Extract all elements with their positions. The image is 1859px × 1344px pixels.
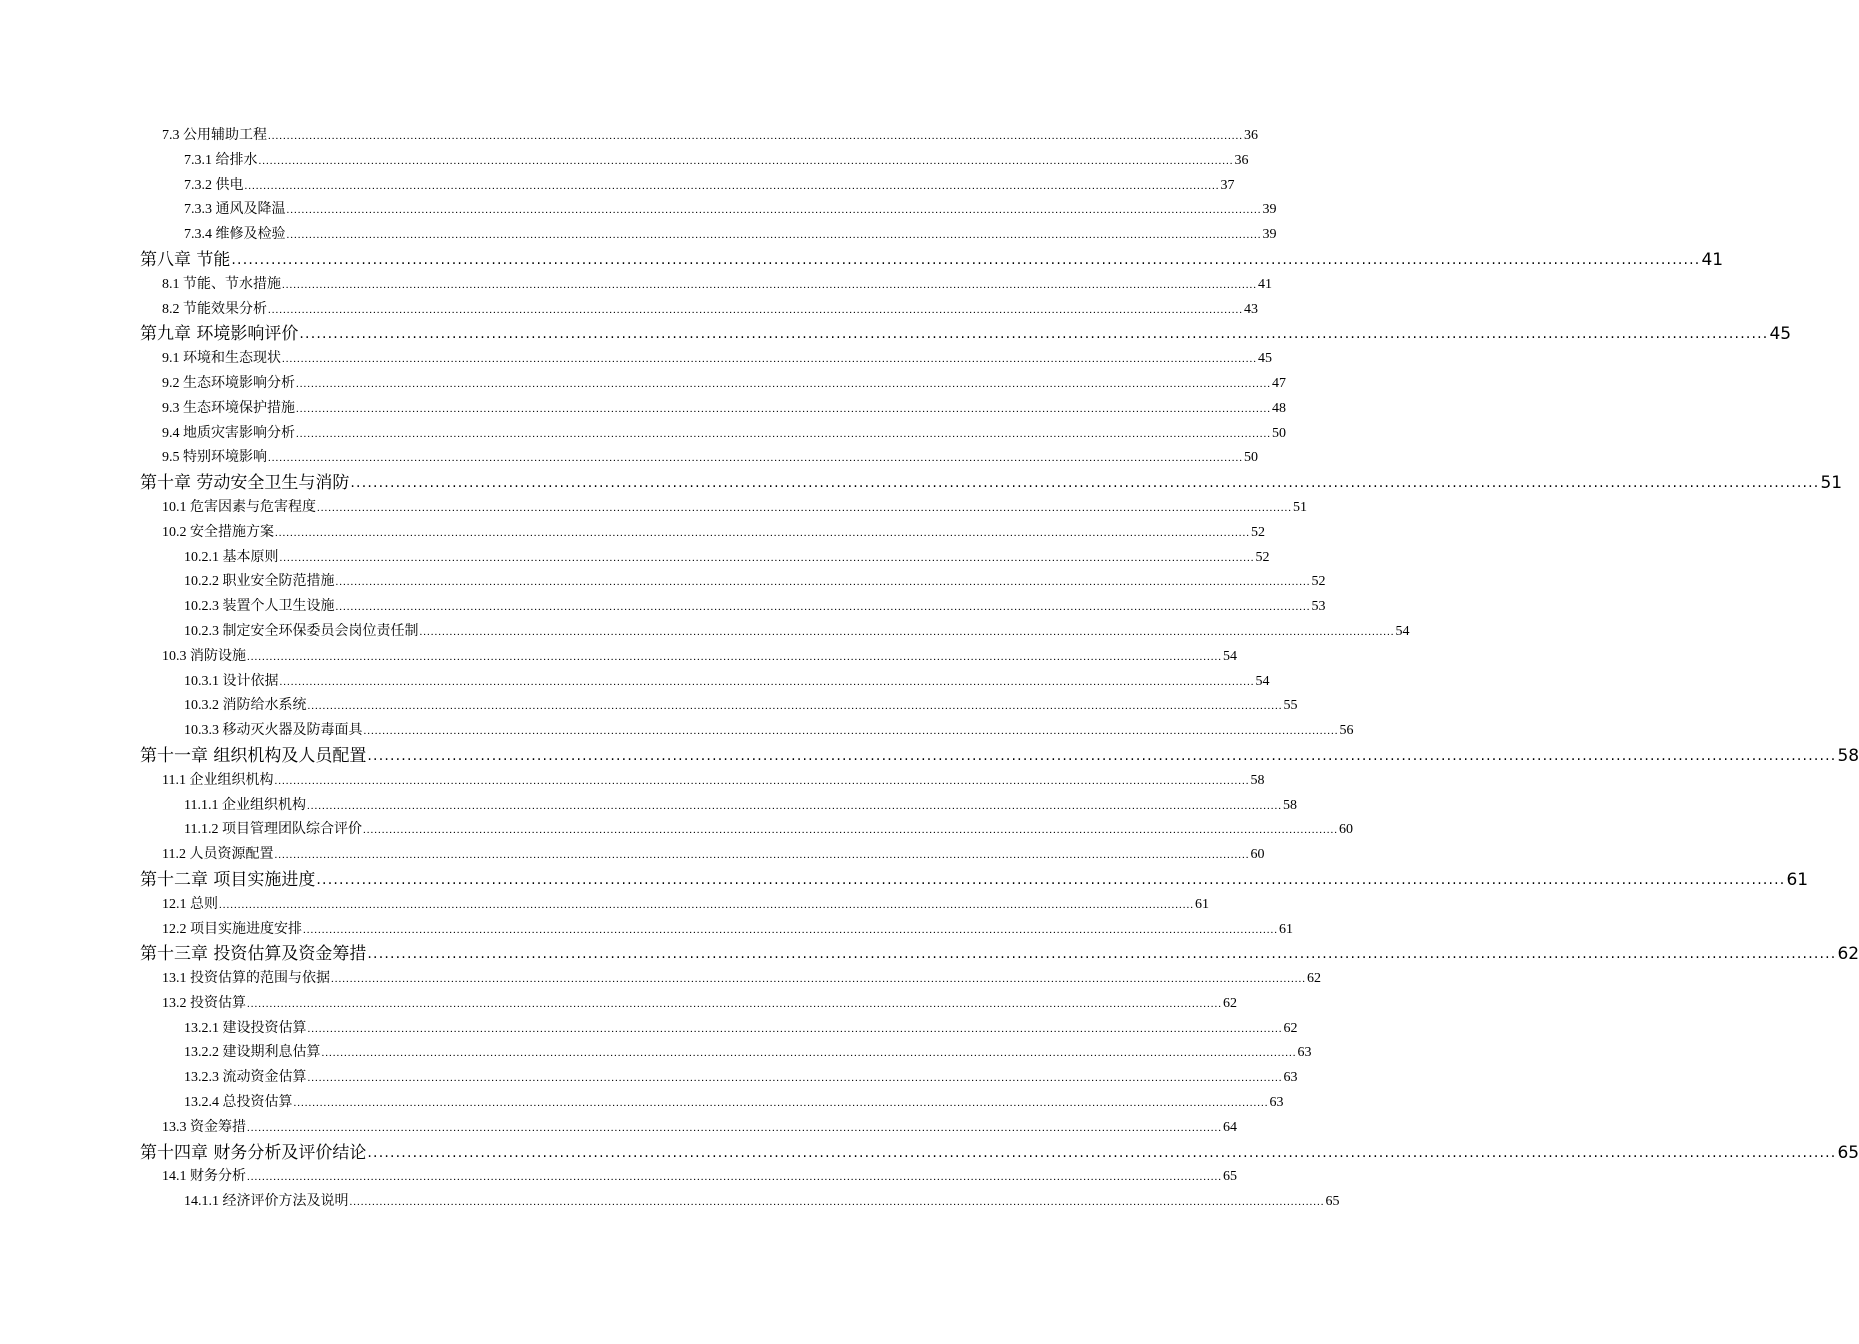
toc-subsection-entry[interactable] bbox=[140, 1091, 1284, 1116]
toc-section-entry[interactable] bbox=[140, 918, 1293, 943]
dot-leader: .................................................................................................................................................................................................................................................................... bbox=[282, 278, 1257, 291]
dot-leader: .................................................................................................................................................................................................................................................................... bbox=[247, 650, 1222, 663]
toc-entry-title: 10.3.1 设计依据 bbox=[184, 673, 279, 689]
toc-entry-title: 9.5 特别环境影响 bbox=[162, 450, 267, 466]
dot-leader: .................................................................................................................................................................................................................................................................... bbox=[335, 601, 1311, 614]
toc-page-number: 52 bbox=[1255, 549, 1270, 565]
dot-leader: .................................................................................................................................................................................................................................................................... bbox=[268, 303, 1243, 316]
toc-page-number: 65 bbox=[1837, 1142, 1859, 1163]
toc-entry-title: 第九章 环境影响评价 bbox=[140, 324, 299, 345]
toc-entry-title: 7.3.3 通风及降温 bbox=[184, 202, 286, 218]
dot-leader: .................................................................................................................................................................................................................................................................... bbox=[268, 452, 1243, 465]
toc-page-number: 50 bbox=[1244, 450, 1258, 466]
toc-page-number: 36 bbox=[1234, 152, 1249, 168]
toc-page-number: 60 bbox=[1338, 822, 1353, 838]
dot-leader: .................................................................................................................................................................................................................................................................... bbox=[247, 997, 1222, 1010]
toc-page-number: 65 bbox=[1325, 1194, 1340, 1210]
toc-subsection-entry[interactable] bbox=[140, 223, 1277, 248]
toc-entry-title: 10.2.1 基本原则 bbox=[184, 549, 279, 565]
dot-leader: .................................................................................................................................................................................................................................................................... bbox=[286, 229, 1262, 242]
dot-leader: .................................................................................................................................................................................................................................................................... bbox=[307, 700, 1283, 713]
toc-subsection-entry[interactable] bbox=[140, 620, 1410, 645]
toc-section-entry[interactable] bbox=[140, 843, 1265, 868]
toc-subsection-entry[interactable] bbox=[140, 694, 1298, 719]
toc-page-number: 60 bbox=[1250, 847, 1265, 863]
dot-leader: .................................................................................................................................................................................................................................................................... bbox=[363, 725, 1339, 738]
toc-entry-title: 第十三章 投资估算及资金筹措 bbox=[140, 944, 367, 965]
toc-page-number: 52 bbox=[1311, 574, 1326, 590]
dot-leader: .................................................................................................................................................................................................................................................................... bbox=[316, 871, 1786, 888]
toc-page-number: 61 bbox=[1195, 896, 1209, 912]
toc-entry-title: 11.1.2 项目管理团队综合评价 bbox=[184, 822, 362, 838]
toc-section-entry[interactable] bbox=[140, 645, 1237, 670]
toc-entry-title: 10.1 危害因素与危害程度 bbox=[162, 499, 316, 515]
dot-leader: .................................................................................................................................................................................................................................................................... bbox=[331, 973, 1306, 986]
toc-section-entry[interactable] bbox=[140, 967, 1321, 992]
dot-leader: .................................................................................................................................................................................................................................................................... bbox=[321, 1047, 1297, 1060]
toc-page-number: 65 bbox=[1223, 1169, 1237, 1185]
toc-page-number: 63 bbox=[1269, 1095, 1284, 1111]
toc-entry-title: 9.4 地质灾害影响分析 bbox=[162, 425, 295, 441]
toc-entry-title: 7.3 公用辅助工程 bbox=[162, 128, 267, 143]
toc-entry-title: 第十章 劳动安全卫生与消防 bbox=[140, 473, 350, 494]
toc-subsection-entry[interactable] bbox=[140, 1017, 1298, 1042]
toc-page-number: 61 bbox=[1279, 921, 1293, 937]
toc-section-entry[interactable] bbox=[140, 446, 1258, 471]
toc-chapter-entry[interactable] bbox=[140, 868, 1809, 893]
toc-page-number: 47 bbox=[1272, 375, 1286, 391]
toc-entry-title: 13.3 资金筹措 bbox=[162, 1119, 246, 1135]
toc-entry-title: 10.3.2 消防给水系统 bbox=[184, 698, 307, 714]
toc-entry-title: 8.1 节能、节水措施 bbox=[162, 276, 281, 292]
toc-subsection-entry[interactable] bbox=[140, 149, 1249, 174]
toc-entry-title: 10.2.3 装置个人卫生设施 bbox=[184, 599, 335, 615]
dot-leader: .................................................................................................................................................................................................................................................................... bbox=[299, 326, 1769, 343]
toc-chapter-entry[interactable] bbox=[140, 248, 1724, 273]
toc-page-number: 58 bbox=[1282, 797, 1297, 813]
dot-leader: .................................................................................................................................................................................................................................................................... bbox=[349, 1196, 1325, 1209]
toc-entry-title: 13.2.2 建设期利息估算 bbox=[184, 1045, 321, 1061]
toc-section-entry[interactable] bbox=[140, 521, 1265, 546]
toc-page-number: 41 bbox=[1258, 276, 1272, 292]
toc-entry-title: 第十二章 项目实施进度 bbox=[140, 869, 316, 890]
toc-section-entry[interactable] bbox=[140, 422, 1286, 447]
toc-page-number: 54 bbox=[1395, 623, 1410, 639]
toc-section-entry[interactable] bbox=[140, 992, 1237, 1017]
dot-leader: .................................................................................................................................................................................................................................................................... bbox=[296, 427, 1271, 440]
toc-page-number: 50 bbox=[1272, 425, 1286, 441]
toc-entry-title: 9.3 生态环境保护措施 bbox=[162, 400, 295, 416]
toc-page-number: 56 bbox=[1339, 723, 1354, 739]
toc-subsection-entry[interactable] bbox=[140, 1066, 1298, 1091]
toc-page-number: 45 bbox=[1258, 351, 1272, 367]
table-of-contents bbox=[140, 124, 1859, 1215]
toc-entry-title: 14.1.1 经济评价方法及说明 bbox=[184, 1194, 349, 1210]
dot-leader: .................................................................................................................................................................................................................................................................... bbox=[306, 799, 1282, 812]
dot-leader: .................................................................................................................................................................................................................................................................... bbox=[367, 1144, 1837, 1161]
toc-entry-title: 8.2 节能效果分析 bbox=[162, 301, 267, 317]
dot-leader: .................................................................................................................................................................................................................................................................... bbox=[419, 625, 1395, 638]
toc-section-entry[interactable] bbox=[140, 496, 1307, 521]
dot-leader: .................................................................................................................................................................................................................................................................... bbox=[247, 1121, 1222, 1134]
toc-section-entry[interactable] bbox=[140, 1165, 1237, 1190]
toc-chapter-entry[interactable] bbox=[140, 942, 1859, 967]
toc-page-number: 51 bbox=[1293, 499, 1307, 515]
toc-entry-title: 第八章 节能 bbox=[140, 249, 231, 270]
toc-page-number: 43 bbox=[1244, 301, 1258, 317]
toc-chapter-entry[interactable] bbox=[140, 744, 1859, 769]
toc-subsection-entry[interactable] bbox=[140, 570, 1326, 595]
toc-page-number: 54 bbox=[1255, 673, 1270, 689]
dot-leader: .................................................................................................................................................................................................................................................................... bbox=[258, 154, 1234, 167]
dot-leader: .................................................................................................................................................................................................................................................................... bbox=[282, 353, 1257, 366]
toc-chapter-entry[interactable] bbox=[140, 1141, 1859, 1166]
toc-entry-title: 第十一章 组织机构及人员配置 bbox=[140, 745, 367, 766]
toc-subsection-entry[interactable] bbox=[140, 1190, 1340, 1215]
toc-entry-title: 10.2.3 制定安全环保委员会岗位责任制 bbox=[184, 623, 419, 639]
toc-page-number: 51 bbox=[1820, 473, 1843, 494]
toc-entry-title: 14.1 财务分析 bbox=[162, 1169, 246, 1185]
toc-entry-title: 12.2 项目实施进度安排 bbox=[162, 921, 302, 937]
toc-page-number: 61 bbox=[1786, 869, 1809, 890]
toc-page-number: 64 bbox=[1223, 1119, 1237, 1135]
toc-section-entry[interactable] bbox=[140, 347, 1272, 372]
dot-leader: .................................................................................................................................................................................................................................................................... bbox=[268, 130, 1243, 142]
dot-leader: .................................................................................................................................................................................................................................................................... bbox=[367, 747, 1837, 764]
dot-leader: .................................................................................................................................................................................................................................................................... bbox=[303, 923, 1278, 936]
toc-entry-title: 7.3.1 给排水 bbox=[184, 152, 258, 168]
toc-section-entry[interactable] bbox=[140, 769, 1265, 794]
dot-leader: .................................................................................................................................................................................................................................................................... bbox=[279, 551, 1255, 564]
dot-leader: .................................................................................................................................................................................................................................................................... bbox=[247, 1171, 1222, 1184]
toc-entry-title: 10.2.2 职业安全防范措施 bbox=[184, 574, 335, 590]
toc-entry-title: 第十四章 财务分析及评价结论 bbox=[140, 1142, 367, 1163]
toc-entry-title: 10.3 消防设施 bbox=[162, 648, 246, 664]
dot-leader: .................................................................................................................................................................................................................................................................... bbox=[307, 1022, 1283, 1035]
toc-page-number: 45 bbox=[1769, 324, 1792, 345]
toc-entry-title: 13.2 投资估算 bbox=[162, 995, 246, 1011]
toc-page-number: 58 bbox=[1250, 772, 1265, 788]
dot-leader: .................................................................................................................................................................................................................................................................... bbox=[293, 1097, 1269, 1110]
toc-entry-title: 11.1 企业组织机构 bbox=[162, 772, 274, 788]
toc-page-number: 36 bbox=[1244, 128, 1258, 143]
toc-subsection-entry[interactable] bbox=[140, 1041, 1312, 1066]
toc-section-entry[interactable] bbox=[140, 273, 1272, 298]
toc-entry-title: 13.2.1 建设投资估算 bbox=[184, 1020, 307, 1036]
toc-page-number: 37 bbox=[1220, 177, 1235, 193]
dot-leader: .................................................................................................................................................................................................................................................................... bbox=[286, 204, 1262, 217]
toc-page-number: 55 bbox=[1283, 698, 1298, 714]
dot-leader: .................................................................................................................................................................................................................................................................... bbox=[350, 475, 1820, 492]
toc-chapter-entry[interactable] bbox=[140, 471, 1843, 496]
dot-leader: .................................................................................................................................................................................................................................................................... bbox=[367, 946, 1837, 963]
toc-subsection-entry[interactable] bbox=[140, 719, 1354, 744]
toc-entry-title: 13.2.4 总投资估算 bbox=[184, 1095, 293, 1111]
toc-entry-title: 7.3.4 维修及检验 bbox=[184, 227, 286, 243]
dot-leader: .................................................................................................................................................................................................................................................................... bbox=[335, 576, 1311, 589]
toc-page-number: 62 bbox=[1307, 971, 1321, 987]
dot-leader: .................................................................................................................................................................................................................................................................... bbox=[362, 824, 1338, 837]
toc-page-number: 52 bbox=[1251, 524, 1265, 540]
toc-subsection-entry[interactable] bbox=[140, 198, 1277, 223]
toc-entry-title: 12.1 总则 bbox=[162, 896, 218, 912]
toc-entry-title: 13.1 投资估算的范围与依据 bbox=[162, 971, 330, 987]
toc-entry-title: 9.1 环境和生态现状 bbox=[162, 351, 281, 367]
dot-leader: .................................................................................................................................................................................................................................................................... bbox=[296, 402, 1271, 415]
dot-leader: .................................................................................................................................................................................................................................................................... bbox=[274, 849, 1250, 862]
toc-entry-title: 11.2 人员资源配置 bbox=[162, 847, 274, 863]
toc-subsection-entry[interactable] bbox=[140, 818, 1353, 843]
toc-subsection-entry[interactable] bbox=[140, 174, 1235, 199]
toc-page-number: 39 bbox=[1262, 202, 1277, 218]
dot-leader: .................................................................................................................................................................................................................................................................... bbox=[219, 898, 1194, 911]
toc-entry-title: 11.1.1 企业组织机构 bbox=[184, 797, 306, 813]
dot-leader: .................................................................................................................................................................................................................................................................... bbox=[274, 774, 1250, 787]
toc-subsection-entry[interactable] bbox=[140, 546, 1270, 571]
toc-page-number: 54 bbox=[1223, 648, 1237, 664]
toc-entry-title: 7.3.2 供电 bbox=[184, 177, 244, 193]
toc-subsection-entry[interactable] bbox=[140, 794, 1297, 819]
toc-page-number: 62 bbox=[1837, 944, 1859, 965]
toc-section-entry[interactable] bbox=[140, 298, 1258, 323]
dot-leader: .................................................................................................................................................................................................................................................................... bbox=[279, 675, 1255, 688]
toc-section-entry[interactable] bbox=[140, 372, 1286, 397]
toc-entry-title: 9.2 生态环境影响分析 bbox=[162, 375, 295, 391]
dot-leader: .................................................................................................................................................................................................................................................................... bbox=[275, 526, 1250, 539]
dot-leader: .................................................................................................................................................................................................................................................................... bbox=[317, 501, 1292, 514]
toc-page-number: 62 bbox=[1223, 995, 1237, 1011]
toc-entry-title: 10.3.3 移动灭火器及防毒面具 bbox=[184, 723, 363, 739]
toc-page-number: 48 bbox=[1272, 400, 1286, 416]
toc-page-number: 63 bbox=[1283, 1070, 1298, 1086]
toc-section-entry[interactable] bbox=[140, 397, 1286, 422]
toc-page-number: 58 bbox=[1837, 745, 1859, 766]
dot-leader: .................................................................................................................................................................................................................................................................... bbox=[244, 179, 1220, 192]
toc-section-entry[interactable] bbox=[140, 124, 1258, 149]
toc-page-number: 53 bbox=[1311, 599, 1326, 615]
dot-leader: .................................................................................................................................................................................................................................................................... bbox=[296, 377, 1271, 390]
dot-leader: .................................................................................................................................................................................................................................................................... bbox=[307, 1072, 1283, 1085]
toc-chapter-entry[interactable] bbox=[140, 322, 1792, 347]
toc-entry-title: 10.2 安全措施方案 bbox=[162, 524, 274, 540]
toc-page-number: 39 bbox=[1262, 227, 1277, 243]
toc-page-number: 41 bbox=[1701, 249, 1724, 270]
toc-entry-title: 13.2.3 流动资金估算 bbox=[184, 1070, 307, 1086]
toc-section-entry[interactable] bbox=[140, 1116, 1237, 1141]
toc-subsection-entry[interactable] bbox=[140, 595, 1326, 620]
toc-page-number: 63 bbox=[1297, 1045, 1312, 1061]
toc-page-number: 62 bbox=[1283, 1020, 1298, 1036]
dot-leader: .................................................................................................................................................................................................................................................................... bbox=[231, 251, 1701, 268]
toc-section-entry[interactable] bbox=[140, 893, 1209, 918]
toc-subsection-entry[interactable] bbox=[140, 670, 1270, 695]
